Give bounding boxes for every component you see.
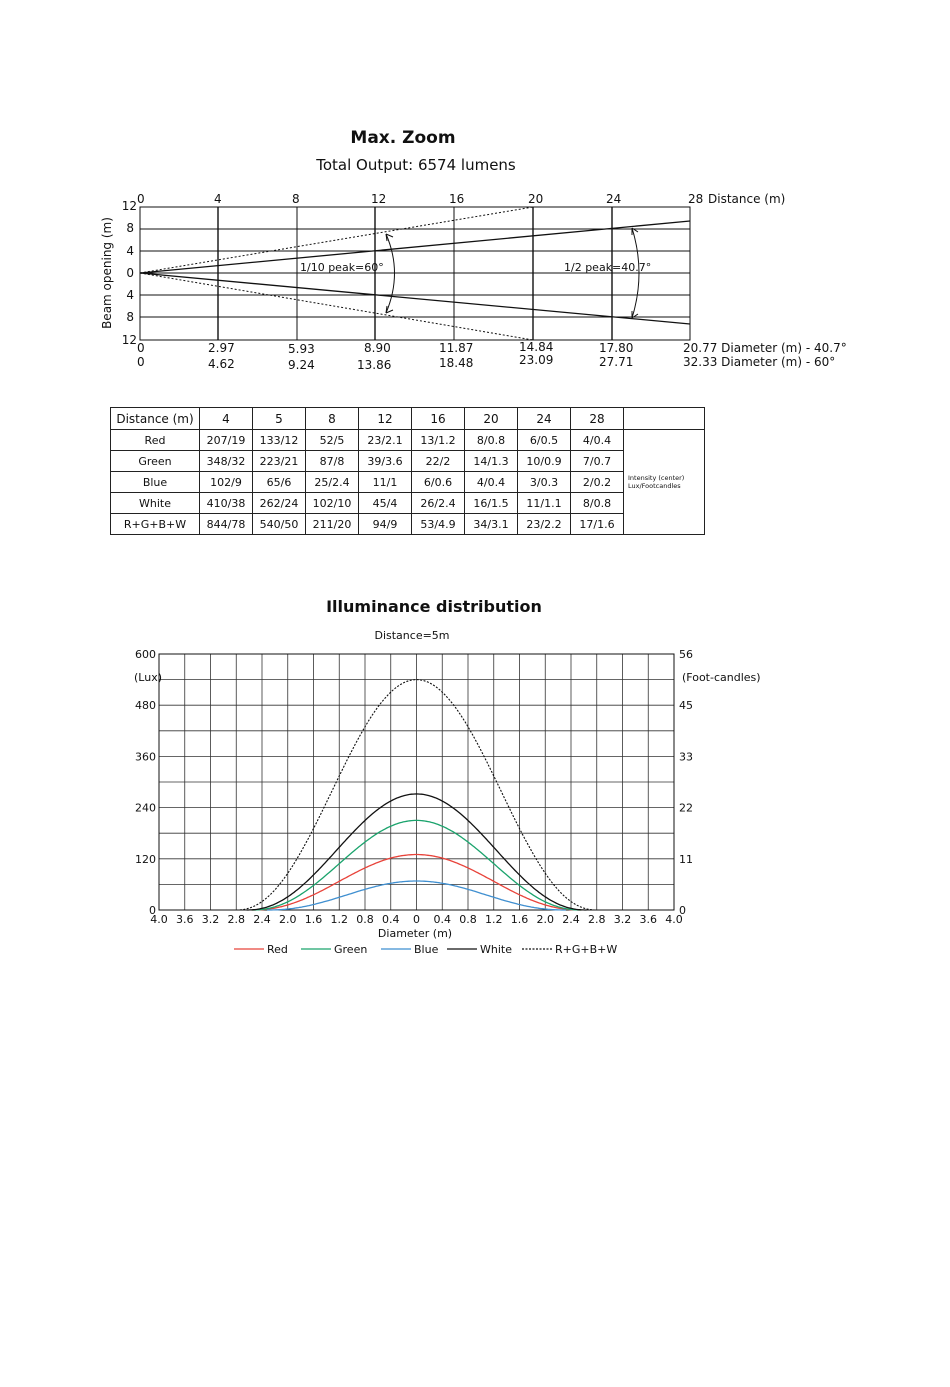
y2-tick-label: 11 [679, 852, 693, 866]
y2-tick-label: 45 [679, 699, 693, 713]
table-cell: 10/0.9 [518, 451, 571, 472]
legend-label: Green [334, 943, 368, 956]
table-row [111, 493, 705, 514]
table-note [624, 430, 705, 535]
table-cell: 13/1.2 [412, 430, 465, 451]
diameter-value: 0 [137, 341, 145, 355]
distance-tick: 16 [449, 192, 465, 206]
beam-y-tick: 4 [126, 288, 134, 302]
table-cell: 4/0.4 [571, 430, 624, 451]
x-tick-label: 1.2 [485, 913, 503, 926]
x-tick-label: 3.6 [176, 913, 194, 926]
table-cell: 4/0.4 [465, 472, 518, 493]
diameter-row-label: 32.33 Diameter (m) - 60° [683, 355, 836, 369]
table-cell: 211/20 [306, 514, 359, 535]
row-label: R+G+B+W [111, 514, 200, 535]
table-header-cell: 20 [465, 408, 518, 430]
table-cell: 102/10 [306, 493, 359, 514]
x-tick-label: 3.2 [201, 913, 220, 926]
table-cell: 540/50 [253, 514, 306, 535]
table-cell: 8/0.8 [571, 493, 624, 514]
beam-y-tick: 4 [126, 244, 134, 258]
table-cell: 23/2.1 [359, 430, 412, 451]
table-cell: 133/12 [253, 430, 306, 451]
diameter-value: 4.62 [208, 357, 235, 371]
table-cell: 94/9 [359, 514, 412, 535]
distance-tick: 12 [371, 192, 387, 206]
x-tick-label: 2.0 [279, 913, 297, 926]
distance-tick: 28 [688, 192, 704, 206]
diameter-value: 5.93 [288, 342, 315, 356]
right-axis-unit: (Foot-candles) [682, 671, 761, 684]
table-header-cell: 24 [518, 408, 571, 430]
distance-axis-label: Distance (m) [708, 192, 786, 206]
diameter-value: 8.90 [364, 341, 391, 355]
table-cell: 844/78 [200, 514, 253, 535]
x-tick-label: 1.6 [304, 913, 323, 926]
legend-label: R+G+B+W [555, 943, 618, 956]
beam-angle-chart [0, 0, 950, 390]
table-cell: 34/3.1 [465, 514, 518, 535]
table-note-line: Intensity (center) [628, 474, 685, 482]
table-cell: 207/19 [200, 430, 253, 451]
y2-tick-label: 22 [679, 801, 693, 815]
intensity-table [110, 407, 705, 535]
table-cell: 8/0.8 [465, 430, 518, 451]
x-tick-label: 2.4 [253, 913, 271, 926]
illuminance-title: Illuminance distribution [326, 597, 542, 616]
table-cell: 410/38 [200, 493, 253, 514]
table-note-line: Lux/Footcandles [628, 482, 681, 490]
page-title: Max. Zoom [350, 128, 456, 148]
table-cell: 25/2.4 [306, 472, 359, 493]
table-header-cell: 28 [571, 408, 624, 430]
diameter-value: 0 [137, 355, 145, 369]
beam-y-tick: 12 [121, 333, 137, 347]
table-row [111, 430, 705, 451]
x-tick-label: 1.6 [510, 913, 529, 926]
half-peak-label: 1/2 peak=40.7° [564, 261, 652, 274]
table-header-cell: 12 [359, 408, 412, 430]
distance-tick: 20 [528, 192, 544, 206]
diameter-value: 11.87 [439, 341, 474, 355]
table-cell: 7/0.7 [571, 451, 624, 472]
tenth-peak-label: 1/10 peak=60° [300, 261, 384, 274]
table-row [111, 514, 705, 535]
table-cell: 11/1 [359, 472, 412, 493]
table-header-cell: 8 [306, 408, 359, 430]
table-cell: 6/0.6 [412, 472, 465, 493]
x-tick-label: 3.6 [639, 913, 657, 926]
y-tick-label: 240 [135, 801, 156, 815]
page-subtitle: Total Output: 6574 lumens [316, 156, 516, 174]
table-cell: 39/3.6 [359, 451, 412, 472]
x-tick-label: 0.4 [382, 913, 400, 926]
distance-tick: 4 [214, 192, 222, 206]
table-header-cell: 16 [412, 408, 465, 430]
table-cell: 52/5 [306, 430, 359, 451]
x-tick-label: 2.8 [588, 913, 606, 926]
table-header-cell [624, 408, 705, 430]
x-tick-label: 0.4 [433, 913, 451, 926]
table-header-cell: 4 [200, 408, 253, 430]
x-tick-label: 2.4 [562, 913, 580, 926]
table-cell: 102/9 [200, 472, 253, 493]
y-tick-label: 600 [135, 648, 156, 661]
diameter-value: 14.84 [519, 340, 554, 354]
table-cell: 65/6 [253, 472, 306, 493]
diameter-value: 23.09 [519, 353, 554, 367]
table-cell: 6/0.5 [518, 430, 571, 451]
distance-tick: 0 [137, 192, 145, 206]
legend-label: White [480, 943, 512, 956]
table-cell: 22/2 [412, 451, 465, 472]
beam-y-tick: 8 [126, 221, 134, 235]
x-tick-label: 0.8 [356, 913, 374, 926]
x-axis-label: Diameter (m) [377, 927, 453, 940]
left-axis-unit: (Lux) [134, 671, 162, 684]
legend-label: Red [267, 943, 288, 956]
y-tick-label: 120 [135, 852, 156, 866]
y-tick-label: 0 [149, 904, 156, 917]
table-cell: 223/21 [253, 451, 306, 472]
table-header-cell: Distance (m) [111, 408, 200, 430]
distance-tick: 24 [606, 192, 622, 206]
row-label: Red [111, 430, 200, 451]
x-tick-label: 4.0 [150, 913, 168, 926]
table-cell: 2/0.2 [571, 472, 624, 493]
x-tick-label: 2.8 [227, 913, 245, 926]
table-header-cell: 5 [253, 408, 306, 430]
table-cell: 16/1.5 [465, 493, 518, 514]
table-cell: 17/1.6 [571, 514, 624, 535]
diameter-value: 2.97 [208, 341, 235, 355]
diameter-value: 18.48 [439, 356, 474, 370]
table-cell: 262/24 [253, 493, 306, 514]
table-cell: 14/1.3 [465, 451, 518, 472]
y2-tick-label: 33 [679, 750, 693, 764]
table-cell: 26/2.4 [412, 493, 465, 514]
diameter-value: 17.80 [599, 341, 634, 355]
beam-y-tick: 8 [126, 310, 134, 324]
table-row [111, 472, 705, 493]
y-tick-label: 480 [135, 699, 156, 713]
diameter-row-label: 20.77 Diameter (m) - 40.7° [683, 341, 847, 355]
table-cell: 11/1.1 [518, 493, 571, 514]
table-cell: 23/2.2 [518, 514, 571, 535]
illuminance-subtitle: Distance=5m [374, 629, 450, 642]
row-label: Green [111, 451, 200, 472]
table-cell: 3/0.3 [518, 472, 571, 493]
table-cell: 53/4.9 [412, 514, 465, 535]
illuminance-chart [0, 620, 950, 965]
x-tick-label: 4.0 [665, 913, 683, 926]
y2-tick-label: 56 [679, 648, 693, 661]
legend-label: Blue [414, 943, 439, 956]
illuminance-grid [159, 654, 674, 910]
table-header-row [111, 408, 705, 430]
x-tick-label: 1.2 [330, 913, 348, 926]
diameter-value: 9.24 [288, 358, 315, 372]
x-tick-label: 3.2 [613, 913, 632, 926]
row-label: White [111, 493, 200, 514]
table-cell: 45/4 [359, 493, 412, 514]
x-tick-label: 2.0 [536, 913, 554, 926]
beam-y-axis-label: Beam opening (m) [100, 217, 114, 329]
beam-y-tick: 12 [121, 199, 137, 213]
table-cell: 348/32 [200, 451, 253, 472]
x-tick-label: 0.8 [459, 913, 477, 926]
legend [234, 943, 617, 956]
y-tick-label: 360 [135, 750, 156, 764]
table-cell: 87/8 [306, 451, 359, 472]
beam-y-tick: 0 [126, 266, 134, 280]
tenth-peak-lower-line [140, 273, 533, 340]
row-label: Blue [111, 472, 200, 493]
distance-tick: 8 [292, 192, 300, 206]
half-peak-lower-line [140, 273, 690, 324]
diameter-value: 13.86 [357, 358, 392, 372]
table-row [111, 451, 705, 472]
y2-tick-label: 0 [679, 904, 686, 917]
diameter-value: 27.71 [599, 355, 634, 369]
x-tick-label: 0 [413, 913, 420, 926]
